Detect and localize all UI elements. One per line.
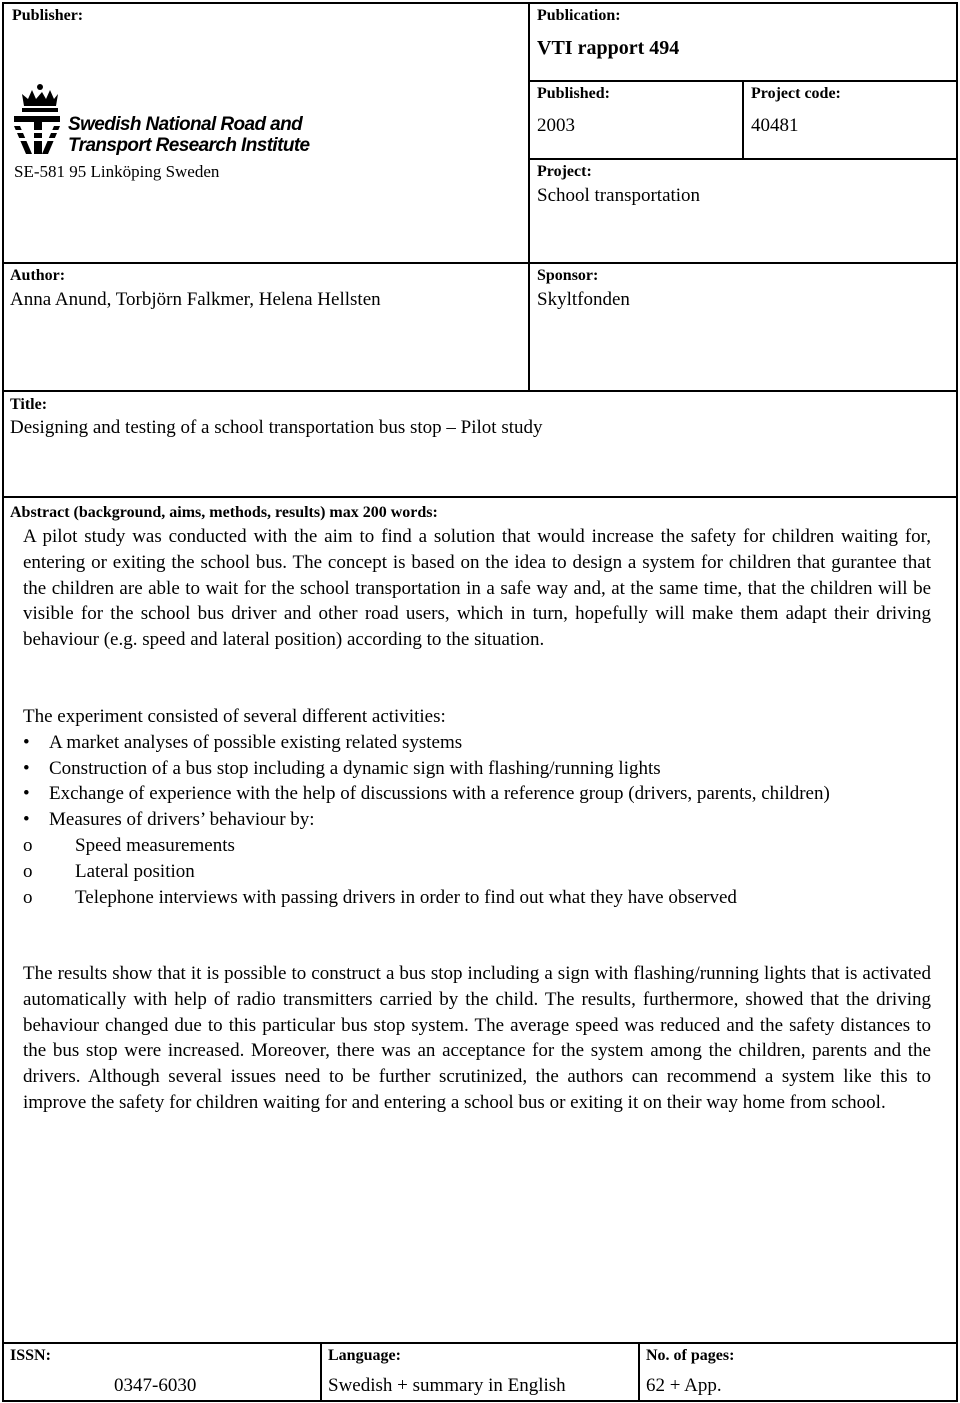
language-label: Language: [328,1347,401,1364]
sponsor-label: Sponsor: [537,267,599,284]
sub-list-item [23,885,931,911]
logo-text-line1: Swedish National Road and [68,114,303,135]
abstract-para-3-text: The results show that it is possible to construct a bus stop including a sign with flashing/running lights that is activated automatically with help of radio transmitters carried by the child. The results, furthermore, showed that the driving behaviour changed due to this particular bus stop system. The average speed was reduced and the safety distances to the bus stop were increased. Moreover, there was an acceptance for the system among the children, parents and the drivers. Although several issues need to be further scrutinized, the authors can recommend a system like this to improve the safety for children waiting for and entering a school bus or exiting it on their way home from school. [23,963,931,1113]
sub-list-item-text: Telephone interviews with passing drivers in order to find out what they have observed [75,886,737,908]
sub-list-item-text: Speed measurements [75,834,235,856]
sub-list-item-text: Lateral position [75,860,195,882]
sponsor-value: Skyltfonden [537,289,630,310]
list-item [23,730,931,756]
published-value: 2003 [537,115,575,136]
activities-list [23,730,931,833]
publisher-label: Publisher: [12,7,84,24]
list-item-text: Exchange of experience with the help of discussions with a reference group (drivers, parents, children) [49,783,830,805]
author-value: Anna Anund, Torbjörn Falkmer, Helena Hellsten [10,289,381,310]
project-cell [528,158,958,264]
publisher-address: SE-581 95 Linköping Sweden [14,162,220,181]
sub-list-item [23,833,931,859]
project-code-label: Project code: [751,85,841,102]
list-item [23,807,931,833]
measures-sublist [23,833,931,910]
bullet-marker: • [23,757,30,779]
project-code-value: 40481 [751,115,799,136]
issn-value: 0347-6030 [114,1375,197,1396]
list-item-text: Measures of drivers’ behaviour by: [49,809,315,831]
author-cell [2,262,530,392]
publication-label: Publication: [537,7,621,24]
sub-list-item [23,859,931,885]
title-cell [2,390,958,498]
list-item-text: A market analyses of possible existing related systems [49,731,463,753]
list-item [23,756,931,782]
abstract-activities [23,704,931,910]
bullet-marker: • [23,731,30,753]
sub-bullet-marker: o [23,886,33,908]
pages-label: No. of pages: [646,1347,735,1364]
project-label: Project: [537,163,592,180]
published-label: Published: [537,85,610,102]
logo-text-line2: Transport Research Institute [68,135,310,156]
language-value: Swedish + summary in English [328,1375,566,1396]
sub-bullet-marker: o [23,860,33,882]
list-item [23,781,931,807]
pages-value: 62 + App. [646,1375,722,1396]
bullet-marker: • [23,809,30,831]
bullet-marker: • [23,783,30,805]
sub-bullet-marker: o [23,834,33,856]
author-label: Author: [10,267,66,284]
abstract-activities-intro: The experiment consisted of several different activities: [23,706,446,727]
abstract-para-1-text: A pilot study was conducted with the aim to find a solution that would increase the safety for children waiting for, entering or exiting the school bus. The concept is based on the idea to design a system for children that gurantee that the children are able to wait for the school transportation in a safe way and, at the same time, that the children will be visible for the school bus driver and other road users, which in turn, hopefully will make them adapt their driving behaviour (e.g. speed and lateral position) according to the situation. [23,526,931,651]
title-value: Designing and testing of a school transportation bus stop – Pilot study [10,417,543,438]
title-label: Title: [10,396,48,413]
abstract-label: Abstract (background, aims, methods, results) max 200 words: [10,504,438,521]
list-item-text: Construction of a bus stop including a dynamic sign with flashing/running lights [49,757,661,779]
publication-value: VTI rapport 494 [537,37,680,59]
abstract-para-1 [23,524,931,653]
project-value: School transportation [537,185,701,206]
abstract-para-3 [23,961,931,1116]
issn-label: ISSN: [10,1347,51,1364]
